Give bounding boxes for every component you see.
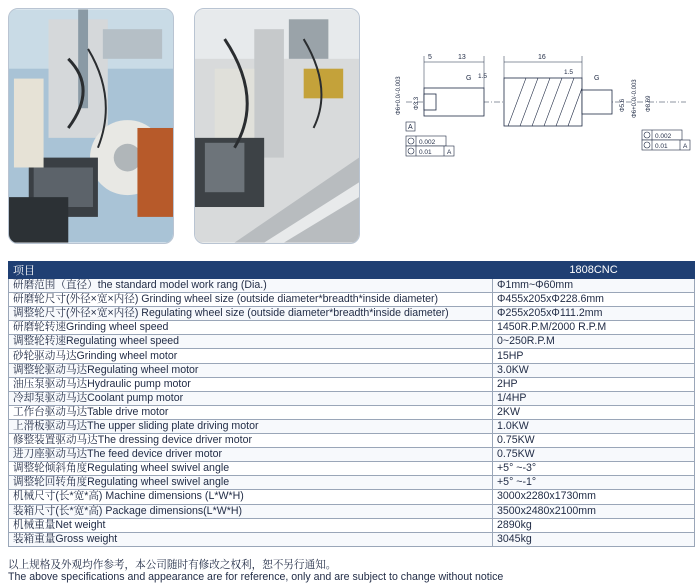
tol-right-label: Φ6+0.0/-0.003 bbox=[632, 79, 638, 118]
tol-right-outer-label: Φ8.69 bbox=[646, 95, 652, 112]
table-row bbox=[9, 363, 695, 377]
spec-table bbox=[8, 261, 695, 547]
spec-label: 调整轮转速Regulating wheel speed bbox=[9, 335, 493, 349]
spec-value: Φ255x205xΦ111.2mm bbox=[493, 307, 695, 321]
table-row bbox=[9, 307, 695, 321]
spec-label: 调整轮尺寸(外径×宽×内径) Regulating wheel size (outside diameter*breadth*inside diameter) bbox=[9, 307, 493, 321]
table-row bbox=[9, 434, 695, 448]
dim-1-5-left-label: 1.5 bbox=[478, 73, 488, 80]
header-item: 项目 bbox=[9, 262, 493, 279]
spec-label: 砂轮驱动马达Grinding wheel motor bbox=[9, 349, 493, 363]
header-model: 1808CNC bbox=[493, 262, 695, 279]
spec-label: 修整装置驱动马达The dressing device driver motor bbox=[9, 434, 493, 448]
spec-label: 机械尺寸(长*宽*高) Machine dimensions (L*W*H) bbox=[9, 490, 493, 504]
spec-value: 1.0KW bbox=[493, 419, 695, 433]
spec-value: 1450R.P.M/2000 R.P.M bbox=[493, 321, 695, 335]
fcf-right-ref-label: A bbox=[683, 143, 688, 150]
spec-value: 2890kg bbox=[493, 518, 695, 532]
spec-value: 15HP bbox=[493, 349, 695, 363]
spec-label: 上滑板驱动马达The upper sliding plate driving motor bbox=[9, 419, 493, 433]
table-row bbox=[9, 448, 695, 462]
note-chinese: 以上规格及外观均作参考，本公司随时有修改之权利，恕不另行通知。 bbox=[8, 559, 337, 571]
spec-value: 0.75KW bbox=[493, 448, 695, 462]
spec-value: 0~250R.P.M bbox=[493, 335, 695, 349]
table-header-row bbox=[9, 262, 695, 279]
note-english: The above specifications and appearance are for reference, only and are subject to change without notice bbox=[8, 571, 504, 583]
machine-photo-right bbox=[194, 8, 360, 244]
spec-value: 0.75KW bbox=[493, 434, 695, 448]
tol-right-inner-label: Φ5.6 bbox=[620, 98, 626, 112]
spec-label: 进刀座驱动马达The feed device driver motor bbox=[9, 448, 493, 462]
table-row bbox=[9, 504, 695, 518]
spec-label: 调整轮回转角度Regulating wheel swivel angle bbox=[9, 476, 493, 490]
spec-value: Φ455x205xΦ228.6mm bbox=[493, 293, 695, 307]
table-row bbox=[9, 391, 695, 405]
table-row bbox=[9, 462, 695, 476]
spec-value: +5° ~-3° bbox=[493, 462, 695, 476]
tol-left-inner-label: Φ3.3 bbox=[414, 96, 420, 110]
dim-1-5-right-label: 1.5 bbox=[564, 69, 574, 76]
table-row bbox=[9, 532, 695, 546]
table-row bbox=[9, 335, 695, 349]
spec-table-body bbox=[9, 279, 695, 547]
spec-value: 2HP bbox=[493, 377, 695, 391]
dim-13-label: 13 bbox=[458, 54, 466, 61]
spec-label: 工作台驱动马达Table drive motor bbox=[9, 405, 493, 419]
spec-label: 机械重量Net weight bbox=[9, 518, 493, 532]
spec-label: 油压泵驱动马达Hydraulic pump motor bbox=[9, 377, 493, 391]
fcf-left-flat-label: 0.002 bbox=[419, 139, 436, 146]
table-row bbox=[9, 405, 695, 419]
datum-a-label: A bbox=[408, 124, 413, 131]
machine-photo-left bbox=[8, 8, 174, 244]
spec-label: 冷却泵驱动马达Coolant pump motor bbox=[9, 391, 493, 405]
table-row bbox=[9, 293, 695, 307]
table-row bbox=[9, 349, 695, 363]
spec-label: 调整轮倾斜角度Regulating wheel swivel angle bbox=[9, 462, 493, 476]
spec-value: 3045kg bbox=[493, 532, 695, 546]
fcf-left-ref-label: A bbox=[447, 149, 452, 156]
dim-5-label: 5 bbox=[428, 54, 432, 61]
spec-value: 3500x2480x2100mm bbox=[493, 504, 695, 518]
table-row bbox=[9, 377, 695, 391]
spec-value: Φ1mm~Φ60mm bbox=[493, 279, 695, 293]
table-row bbox=[9, 321, 695, 335]
machine-photo-right-image bbox=[195, 9, 359, 243]
spec-label: 装箱尺寸(长*宽*高) Package dimensions(L*W*H) bbox=[9, 504, 493, 518]
spec-value: 1/4HP bbox=[493, 391, 695, 405]
spec-value: +5° ~-1° bbox=[493, 476, 695, 490]
table-row bbox=[9, 490, 695, 504]
spec-label: 装箱重量Gross weight bbox=[9, 532, 493, 546]
spec-label: 调整轮驱动马达Regulating wheel motor bbox=[9, 363, 493, 377]
table-row bbox=[9, 419, 695, 433]
table-row bbox=[9, 476, 695, 490]
spec-value: 3.0KW bbox=[493, 363, 695, 377]
dim-16-label: 16 bbox=[538, 54, 546, 61]
spec-label: 研磨轮转速Grinding wheel speed bbox=[9, 321, 493, 335]
spec-label: 研磨轮尺寸(外径×宽×内径) Grinding wheel size (outside diameter*breadth*inside diameter) bbox=[9, 293, 493, 307]
tol-left-label: Φ6+0.0/-0.003 bbox=[396, 76, 402, 115]
table-row bbox=[9, 279, 695, 293]
spec-value: 3000x2280x1730mm bbox=[493, 490, 695, 504]
datum-g-left-label: G bbox=[466, 75, 472, 82]
table-row bbox=[9, 518, 695, 532]
machine-photo-left-image bbox=[9, 9, 173, 243]
spec-value: 2KW bbox=[493, 405, 695, 419]
part-drawing bbox=[386, 40, 696, 165]
fcf-right-circ-label: 0.01 bbox=[655, 143, 668, 150]
fcf-left-circ-label: 0.01 bbox=[419, 149, 432, 156]
fcf-right-flat-label: 0.002 bbox=[655, 133, 672, 140]
datum-g-right-label: G bbox=[594, 75, 600, 82]
spec-label: 研磨范围（直径）the standard model work rang (Dia.) bbox=[9, 279, 493, 293]
